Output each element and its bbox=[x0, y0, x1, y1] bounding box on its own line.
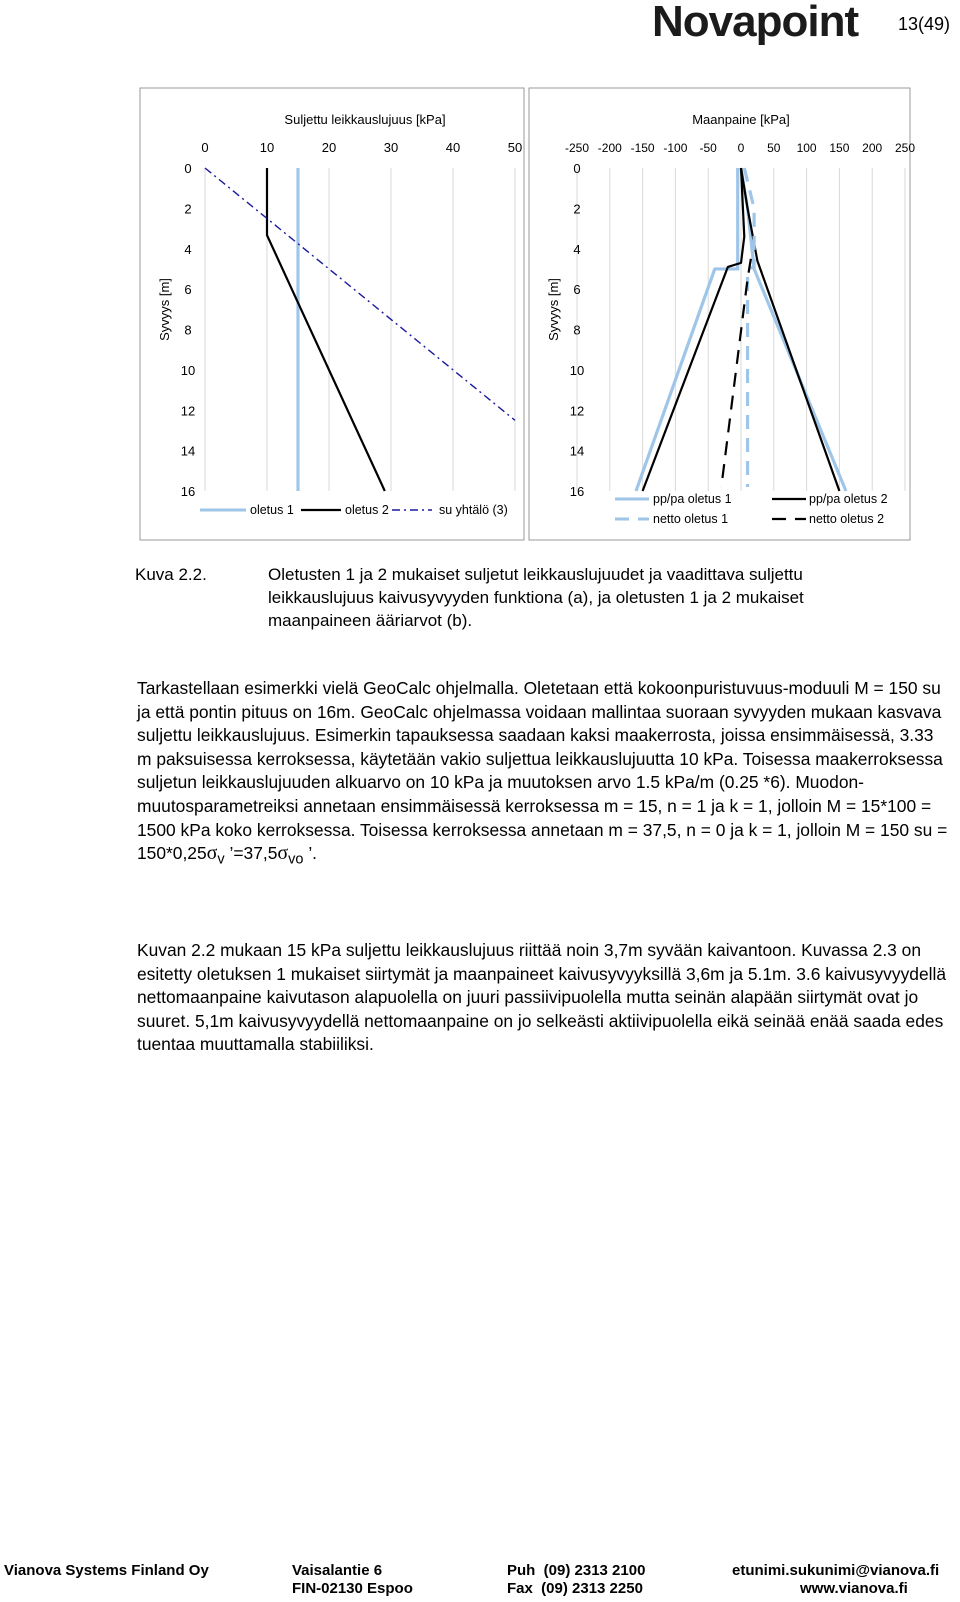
paragraph-results: Kuvan 2.2 mukaan 15 kPa suljettu leikkauslujuus riittää noin 3,7m syvään kaivantoon. Kuvassa 2.3 on esitetty oletuksen 1 mukaiset siirtymät ja maanpaineet kaivusyvyyksillä 3,6m ja 5.1m. 3.6 kaivusyvyydellä nettomaanpaine kaivutason alapuolella on juuri passiivipuolella mutta seinän alapään siirtymät ovat jo suuret. 5,1m kaivusyvyydellä nettomaanpaine on jo selkeästi aktiivipuolella eikä seinää enää saada edes tuentaa muuttamalla stabiiliksi. bbox=[137, 940, 947, 1055]
sigma-symbol: σ bbox=[277, 842, 289, 865]
y-tick-label: 16 bbox=[569, 484, 585, 499]
x-tick-label: 20 bbox=[321, 140, 337, 155]
x-tick-label: -100 bbox=[663, 141, 688, 155]
x-tick-label: 50 bbox=[767, 141, 781, 155]
legend-label: netto oletus 1 bbox=[653, 512, 729, 526]
paragraph-geocalc-end: ’. bbox=[303, 843, 318, 864]
series-line-1 bbox=[636, 168, 738, 491]
y-tick-label: 2 bbox=[573, 201, 581, 217]
y-tick-label: 0 bbox=[573, 161, 581, 176]
legend-label: su yhtälö (3) bbox=[439, 503, 508, 517]
y-tick-label: 8 bbox=[184, 322, 192, 338]
x-tick-label: 150 bbox=[829, 141, 850, 155]
chart-a-frame bbox=[140, 88, 524, 540]
figure-caption-text: Oletusten 1 ja 2 mukaiset suljetut leikkauslujuudet ja vaadittava suljettu leikkauslujuus kaivusyvyyden funktiona (a), ja oletusten 1 ja 2 mukaiset maanpaineen ääriarvot (b). bbox=[268, 565, 804, 630]
x-tick-label: 100 bbox=[796, 141, 817, 155]
y-tick-label: 6 bbox=[184, 282, 192, 298]
sigma-symbol: σ bbox=[206, 842, 218, 865]
x-tick-label: -50 bbox=[699, 141, 717, 155]
x-tick-label: 200 bbox=[862, 141, 883, 155]
legend-label: oletus 1 bbox=[250, 503, 294, 517]
y-tick-label: 6 bbox=[573, 282, 581, 298]
figure-caption-label: Kuva 2.2. bbox=[135, 565, 207, 584]
footer-company: Vianova Systems Finland Oy bbox=[4, 1562, 209, 1579]
x-tick-label: 50 bbox=[507, 140, 523, 155]
paragraph-geocalc bbox=[137, 677, 951, 872]
chart-b-frame bbox=[529, 88, 910, 540]
y-tick-label: 14 bbox=[180, 443, 196, 459]
footer-web[interactable]: www.vianova.fi bbox=[800, 1580, 908, 1597]
y-tick-label: 12 bbox=[569, 403, 585, 419]
series-line-1 bbox=[741, 168, 846, 491]
footer-phone: Puh (09) 2313 2100 bbox=[507, 1562, 646, 1579]
legend-label: oletus 2 bbox=[345, 503, 389, 517]
sigma-subscript: vo bbox=[288, 851, 304, 868]
y-tick-label: 16 bbox=[180, 484, 196, 499]
novapoint-logo: Novapoint bbox=[652, 0, 859, 46]
series-line-3 bbox=[205, 168, 515, 420]
x-tick-label: 30 bbox=[383, 140, 399, 155]
footer-street: Vaisalantie 6 bbox=[292, 1562, 383, 1579]
chart-title: Suljettu leikkauslujuus [kPa] bbox=[284, 112, 446, 127]
y-tick-label: 10 bbox=[180, 362, 196, 378]
y-tick-label: 4 bbox=[573, 241, 581, 257]
footer-postal: FIN-02130 Espoo bbox=[292, 1580, 413, 1597]
x-tick-label: 40 bbox=[445, 140, 461, 155]
x-tick-label: 0 bbox=[201, 140, 209, 155]
x-tick-label: 250 bbox=[894, 141, 916, 155]
y-axis-label: Syvyys [m] bbox=[157, 278, 172, 341]
paragraph-geocalc-mid: ’=37,5 bbox=[224, 843, 278, 864]
y-tick-label: 2 bbox=[184, 201, 192, 217]
chart-b-earth-pressure bbox=[546, 112, 915, 526]
sigma-subscript: v bbox=[217, 851, 225, 868]
chart-a-shear-strength bbox=[157, 112, 522, 517]
legend-label: pp/pa oletus 1 bbox=[653, 492, 732, 506]
y-tick-label: 4 bbox=[184, 241, 192, 257]
legend-label: pp/pa oletus 2 bbox=[809, 492, 888, 506]
footer-email[interactable]: etunimi.sukunimi@vianova.fi bbox=[732, 1562, 940, 1579]
y-axis-label: Syvyys [m] bbox=[546, 278, 561, 341]
y-tick-label: 10 bbox=[569, 362, 585, 378]
chart-title: Maanpaine [kPa] bbox=[692, 112, 790, 127]
figure-2-2 bbox=[140, 88, 916, 540]
paragraph-geocalc-text: Tarkastellaan esimerkki vielä GeoCalc ohjelmalla. Oletetaan että kokoonpuristuvuus-moduuli M = 150 su ja että pontin pituus on 16m. GeoCalc ohjelmassa voidaan mallintaa suoraan syvyyden mukaan kasvava suljettu leikkauslujuus. Esimerkin tapauksessa saadaan kaksi maakerrosta, joissa ensimmäisessä, 3.33 m paksuisessa kerroksessa, käytetään vakio suljettua leikkauslujuutta 10 kPa. Toisessa maakerroksessa suljetun leikkauslujuuden alkuarvo on 10 kPa ja muutoksen arvo 1.5 kPa/m (0.25 *6). Muodon-muutosparametreiksi annetaan ensimmäisessä kerroksessa m = 15, n = 1 ja k = 1, jolloin M = 15*100 = 1500 kPa koko kerroksessa. Toisessa kerroksessa annetaan m = 37,5, n = 0 ja k = 1, jolloin M = 150 su = 150*0,25 bbox=[137, 678, 948, 864]
y-tick-label: 12 bbox=[180, 403, 196, 419]
legend-label: netto oletus 2 bbox=[809, 512, 885, 526]
x-tick-label: -250 bbox=[564, 141, 590, 155]
x-tick-label: 10 bbox=[259, 140, 275, 155]
page-number: 13(49) bbox=[898, 14, 951, 34]
y-tick-label: 8 bbox=[573, 322, 581, 338]
series-line-2 bbox=[267, 168, 385, 491]
y-tick-label: 14 bbox=[569, 443, 585, 459]
x-tick-label: -200 bbox=[597, 141, 622, 155]
x-tick-label: 0 bbox=[737, 141, 745, 155]
x-tick-label: -150 bbox=[630, 141, 655, 155]
footer-fax: Fax (09) 2313 2250 bbox=[507, 1580, 643, 1597]
y-tick-label: 0 bbox=[184, 161, 192, 176]
